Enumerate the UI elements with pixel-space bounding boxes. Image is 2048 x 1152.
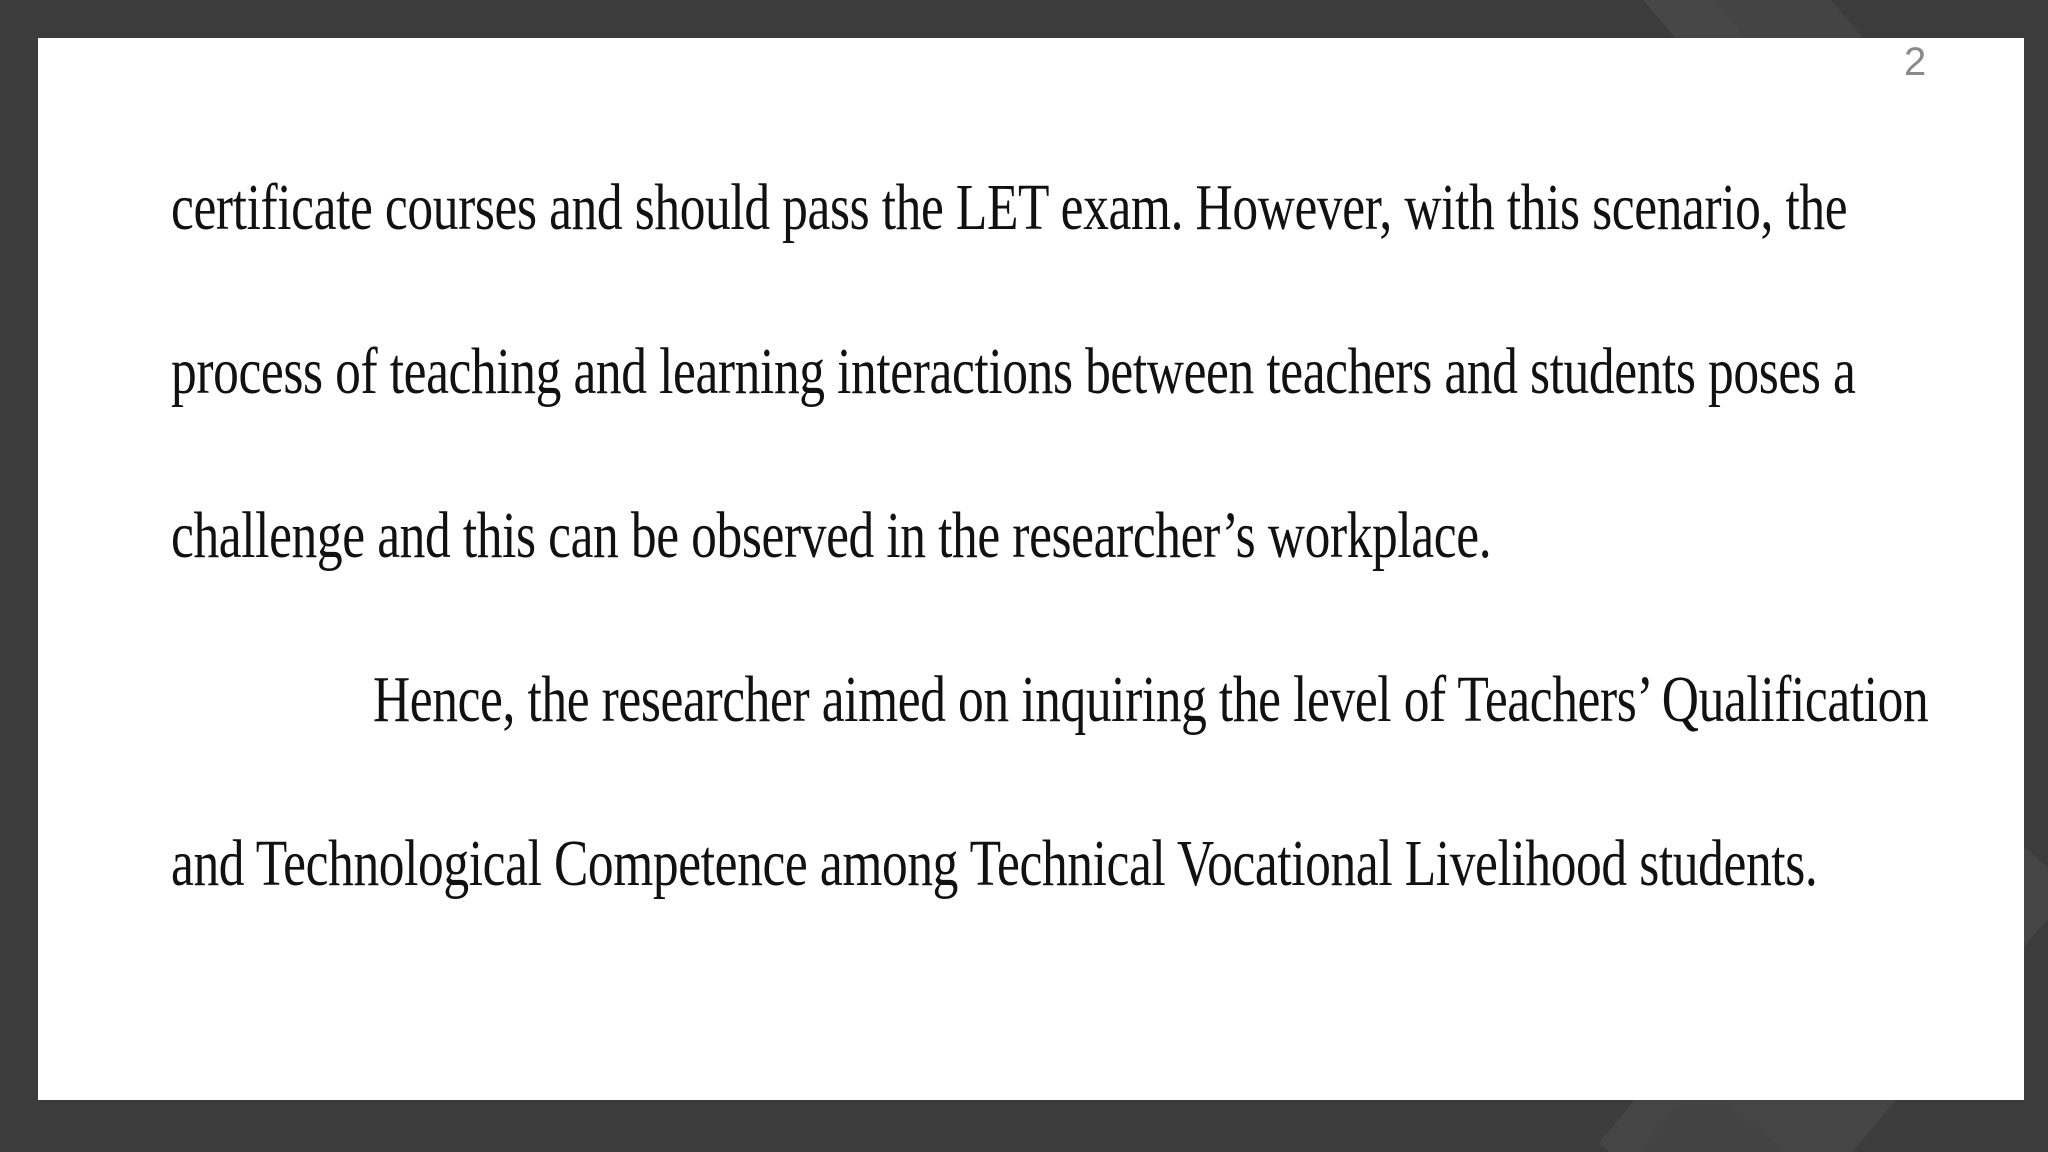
paragraph-1-line-1: certificate courses and should pass the LET exam. However, with this scenario, the [171, 171, 1848, 244]
paragraph-1-line-2: process of teaching and learning interactions between teachers and students poses a [171, 335, 1856, 408]
slide-canvas [38, 38, 2024, 1100]
page-number: 2 [1904, 40, 1927, 84]
paragraph-1-line-3: challenge and this can be observed in the researcher’s workplace. [171, 499, 1492, 572]
paragraph-2-line-2: and Technological Competence among Technical Vocational Livelihood students. [171, 827, 1818, 900]
paragraph-2-line-1: Hence, the researcher aimed on inquiring the level of Teachers’ Qualification [373, 663, 1929, 736]
